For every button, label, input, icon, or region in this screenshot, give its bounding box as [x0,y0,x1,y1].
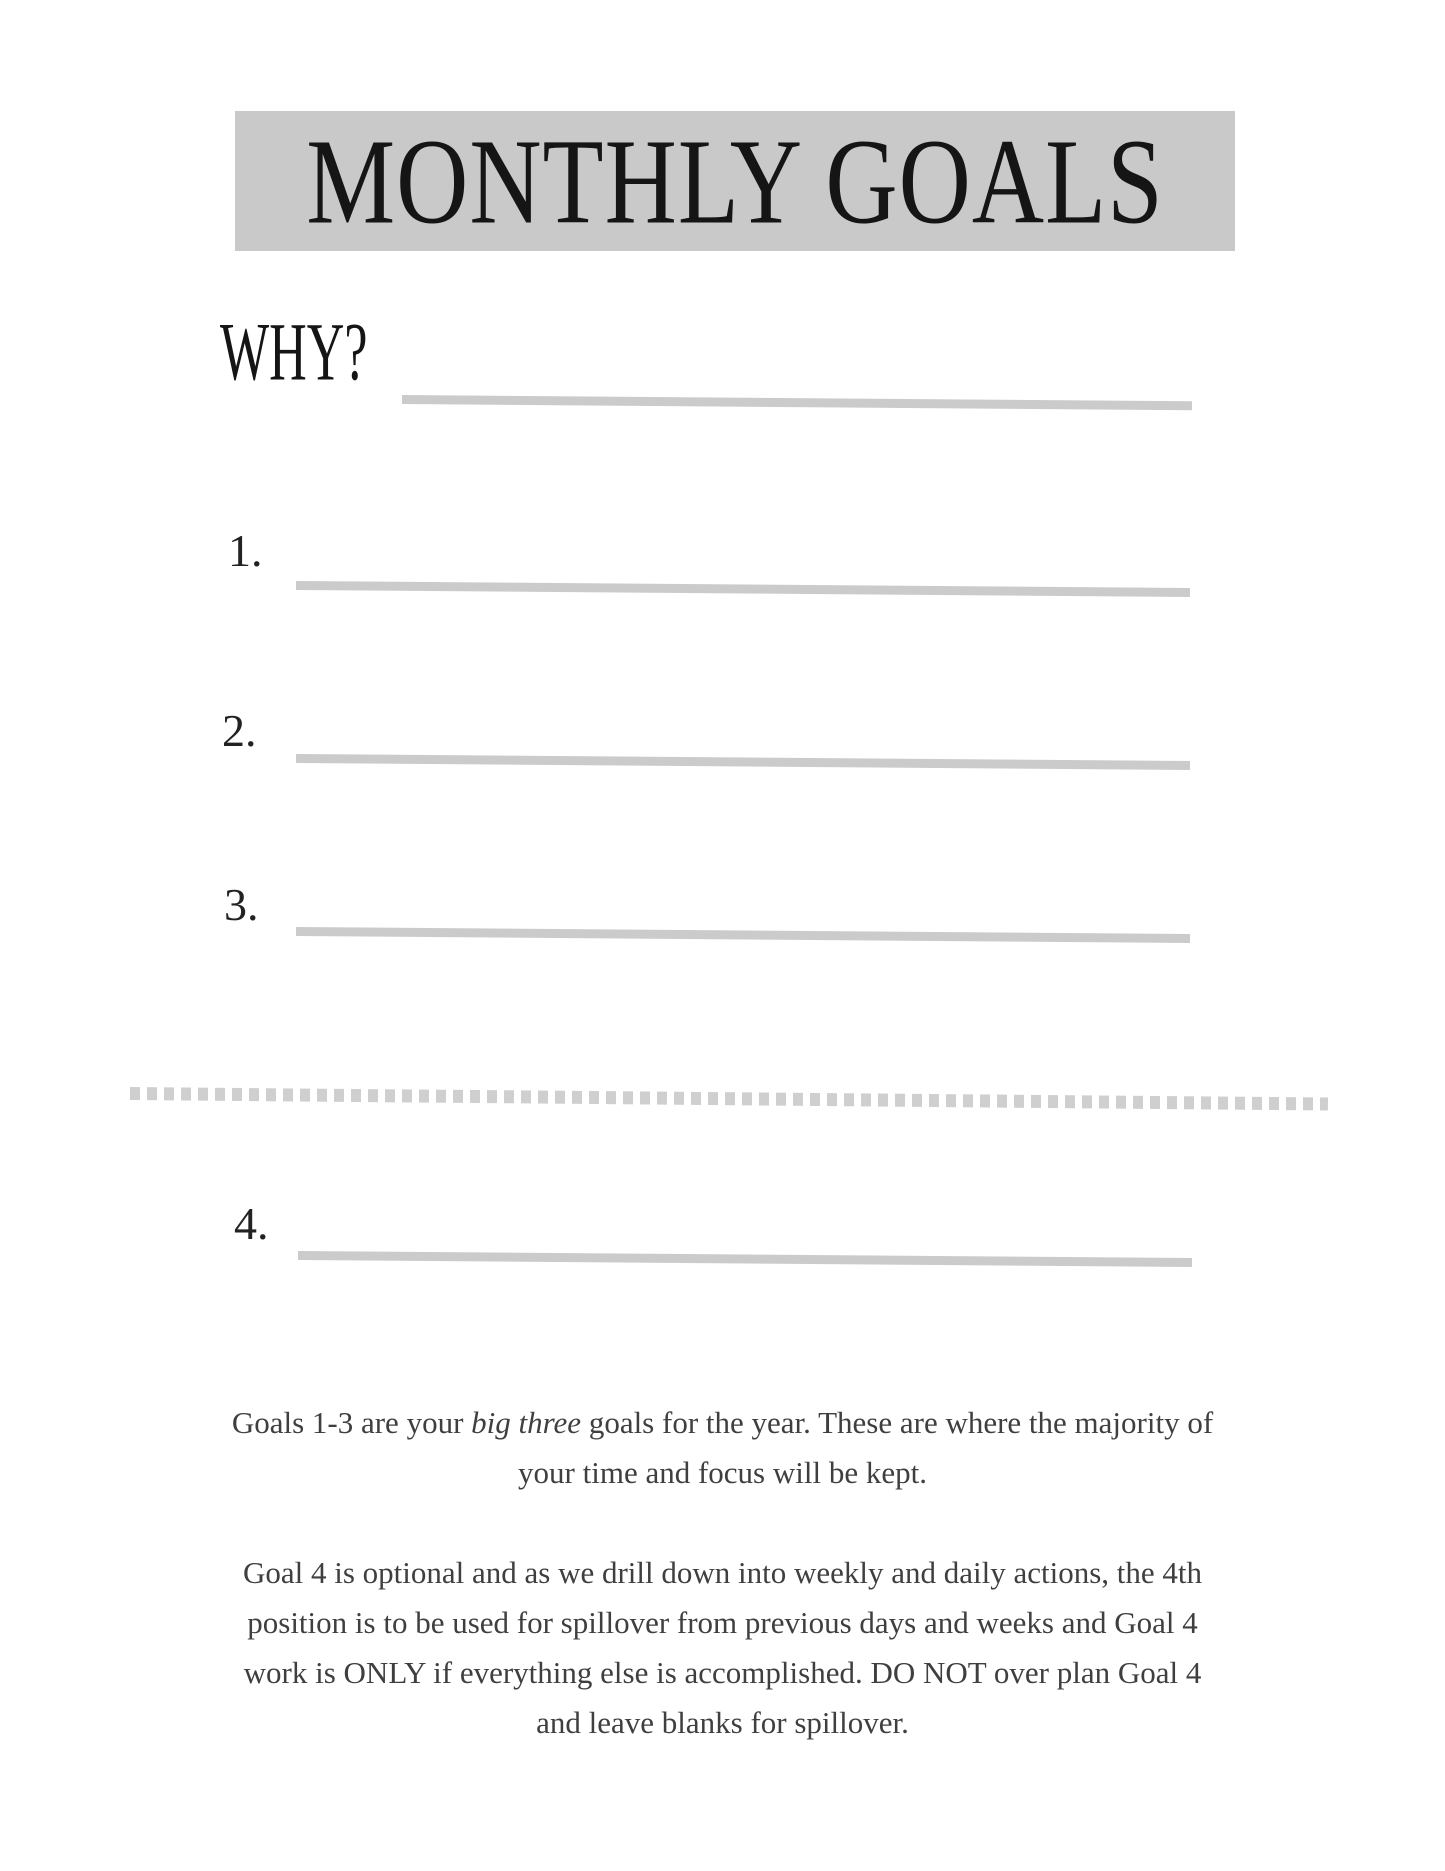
page-title: MONTHLY GOALS [306,113,1164,249]
paragraph-line: work is ONLY if everything else is accomplished. DO NOT over plan Goal 4 [243,1655,1202,1690]
paragraph-line: position is to be used for spillover from previous days and weeks and Goal 4 [247,1605,1198,1640]
goal-3-answer-line [296,927,1190,943]
goal-2-number: 2. [222,705,257,756]
paragraph-line: and leave blanks for spillover. [536,1705,909,1740]
dotted-divider [130,1087,1328,1110]
goal-3-number: 3. [224,879,259,930]
why-label: WHY? [220,306,368,399]
title-banner [235,111,1235,251]
note-paragraph-big-three [100,1398,1345,1498]
goal-1-number: 1. [228,525,263,576]
goal-4-answer-line [298,1251,1192,1267]
why-answer-line [402,395,1192,410]
paragraph-line: Goal 4 is optional and as we drill down into weekly and daily actions, the 4th [242,1555,1203,1590]
goal-2-answer-line [296,754,1190,770]
goal-1-answer-line [296,581,1190,597]
note-paragraph-goal-4 [100,1548,1345,1748]
goal-4-number: 4. [234,1198,269,1249]
paragraph-line: Goals 1-3 are your big three goals for the year. These are where the majority of [231,1405,1214,1440]
paragraph-line: your time and focus will be kept. [518,1455,927,1490]
